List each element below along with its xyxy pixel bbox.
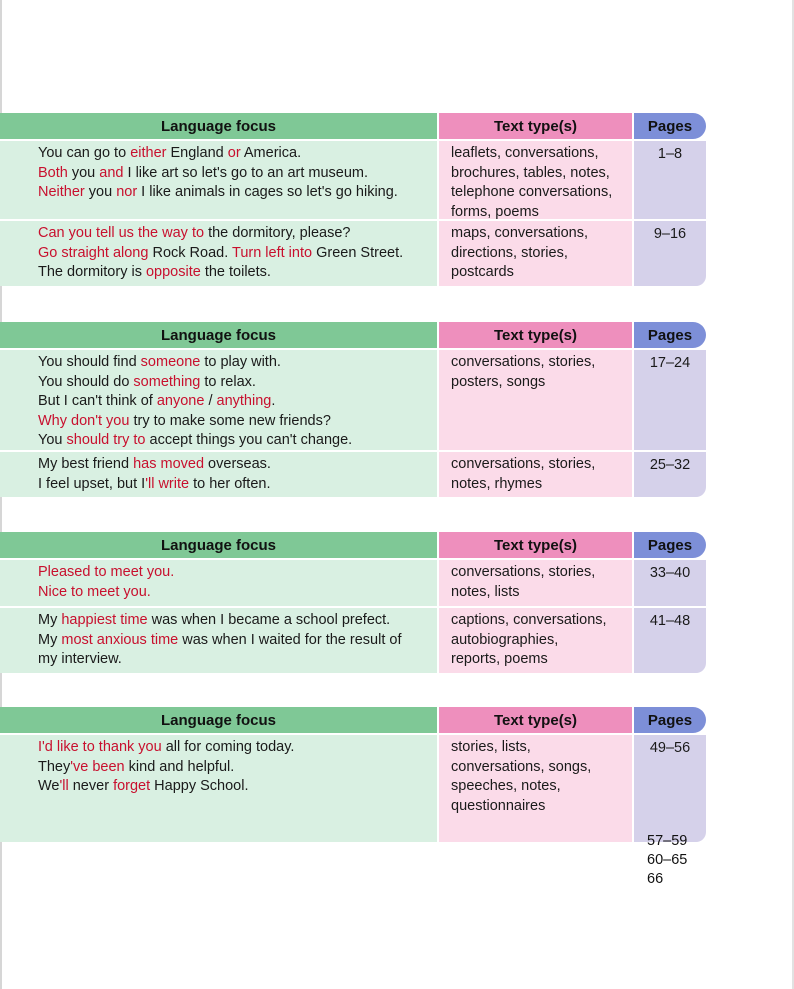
plain-text: America. bbox=[240, 145, 302, 161]
language-focus-line bbox=[38, 353, 437, 373]
plain-text: kind and helpful. bbox=[124, 758, 235, 775]
pages-cell bbox=[634, 608, 706, 673]
text-type-line: brochures, tables, notes, bbox=[451, 164, 610, 181]
text-type-line: directions, stories, bbox=[451, 244, 568, 261]
footer-page-range: 66 bbox=[647, 871, 664, 887]
highlighted-phrase: anything bbox=[216, 393, 272, 409]
language-focus-cell bbox=[0, 735, 437, 842]
language-focus-cell bbox=[0, 221, 437, 286]
text-type-line: conversations, stories, bbox=[451, 354, 596, 370]
pages-header: Pages bbox=[634, 113, 706, 139]
text-types-cell bbox=[439, 350, 632, 450]
text-types-header: Text type(s) bbox=[439, 113, 632, 139]
highlighted-phrase: Nice to meet you. bbox=[38, 583, 151, 600]
plain-text: the dormitory, please? bbox=[204, 225, 351, 241]
text-type-line: reports, poems bbox=[451, 651, 548, 667]
language-focus-line bbox=[38, 758, 437, 778]
text-type-line: leaflets, conversations, bbox=[451, 145, 599, 161]
text-type-line: postcards bbox=[451, 264, 514, 280]
text-type-line: autobiographies, bbox=[451, 631, 559, 648]
contents-table bbox=[0, 532, 706, 673]
highlighted-phrase: 'll bbox=[59, 778, 69, 794]
plain-text: the toilets. bbox=[200, 264, 271, 280]
text-types-header: Text type(s) bbox=[439, 707, 632, 733]
plain-text: never bbox=[68, 778, 114, 794]
text-types-cell bbox=[439, 452, 632, 497]
page-range: 1–8 bbox=[657, 146, 683, 162]
text-type-line: speeches, notes, bbox=[451, 778, 561, 794]
language-focus-line bbox=[38, 373, 437, 393]
language-focus-line bbox=[38, 144, 437, 164]
pages-cell bbox=[634, 350, 706, 450]
highlighted-phrase: or bbox=[227, 145, 241, 161]
text-types-cell bbox=[439, 608, 632, 673]
plain-text: But I can't think of bbox=[38, 393, 157, 409]
text-type-line: conversations, stories, bbox=[451, 456, 596, 472]
highlighted-phrase: I'd like to thank you bbox=[38, 739, 162, 755]
plain-text: try to make some new friends? bbox=[129, 412, 331, 429]
highlighted-phrase: Both bbox=[38, 164, 68, 181]
pages-cell bbox=[634, 452, 706, 497]
plain-text: to her often. bbox=[189, 475, 271, 492]
highlighted-phrase: most anxious time bbox=[61, 631, 179, 648]
pages-cell bbox=[634, 735, 706, 842]
plain-text: I like art so let's go to an art museum. bbox=[123, 164, 369, 181]
highlighted-phrase: Can you tell us the way to bbox=[38, 225, 205, 241]
pages-cell bbox=[634, 560, 706, 606]
page-range: 49–56 bbox=[649, 740, 691, 756]
plain-text: . bbox=[271, 393, 276, 409]
language-focus-line bbox=[38, 475, 437, 495]
highlighted-phrase: should try to bbox=[66, 432, 146, 448]
highlighted-phrase: and bbox=[99, 164, 124, 181]
language-focus-cell bbox=[0, 452, 437, 497]
highlighted-phrase: Go straight along bbox=[38, 244, 149, 261]
text-type-line: captions, conversations, bbox=[451, 612, 607, 628]
language-focus-line bbox=[38, 650, 437, 670]
plain-text: The dormitory is bbox=[38, 264, 146, 280]
language-focus-line bbox=[38, 164, 437, 184]
plain-text: They bbox=[38, 758, 71, 775]
language-focus-cell bbox=[0, 141, 437, 219]
contents-table bbox=[0, 113, 706, 286]
language-focus-header: Language focus bbox=[0, 113, 437, 139]
language-focus-line bbox=[38, 412, 437, 432]
language-focus-line bbox=[38, 455, 437, 475]
page-range: 41–48 bbox=[649, 613, 691, 629]
plain-text: My bbox=[38, 631, 62, 648]
pages-header: Pages bbox=[634, 532, 706, 558]
language-focus-line bbox=[38, 631, 437, 651]
plain-text: You should find bbox=[38, 354, 141, 370]
text-type-line: forms, poems bbox=[451, 203, 539, 220]
plain-text: accept things you can't change. bbox=[145, 432, 353, 448]
plain-text: You bbox=[38, 432, 67, 448]
language-focus-header: Language focus bbox=[0, 532, 437, 558]
page-range: 33–40 bbox=[649, 565, 691, 581]
language-focus-line bbox=[38, 263, 437, 283]
text-types-cell bbox=[439, 221, 632, 286]
highlighted-phrase: someone bbox=[140, 354, 201, 370]
text-types-cell bbox=[439, 560, 632, 606]
pages-header: Pages bbox=[634, 707, 706, 733]
footer-page-range: 57–59 bbox=[647, 833, 688, 849]
language-focus-cell bbox=[0, 560, 437, 606]
plain-text: Rock Road. bbox=[148, 244, 232, 261]
highlighted-phrase: 've been bbox=[70, 758, 125, 775]
highlighted-phrase: has moved bbox=[133, 456, 205, 472]
highlighted-phrase: either bbox=[130, 145, 167, 161]
text-type-line: telephone conversations, bbox=[451, 184, 613, 200]
plain-text: to relax. bbox=[200, 373, 256, 390]
contents-table bbox=[0, 707, 706, 842]
footer-page-range: 60–65 bbox=[647, 852, 688, 868]
page-range: 9–16 bbox=[653, 226, 687, 242]
highlighted-phrase: anyone bbox=[156, 393, 205, 409]
plain-text: my interview. bbox=[38, 651, 122, 667]
language-focus-line bbox=[38, 777, 437, 797]
language-focus-cell bbox=[0, 350, 437, 450]
highlighted-phrase: Neither bbox=[38, 184, 85, 200]
text-type-line: notes, lists bbox=[451, 583, 520, 600]
language-focus-header: Language focus bbox=[0, 707, 437, 733]
language-focus-line bbox=[38, 183, 437, 203]
text-type-line: posters, songs bbox=[451, 373, 546, 390]
text-type-line: stories, lists, bbox=[451, 739, 531, 755]
language-focus-line bbox=[38, 583, 437, 603]
page-range: 25–32 bbox=[649, 457, 691, 473]
plain-text: you bbox=[84, 184, 117, 200]
text-type-line: conversations, songs, bbox=[451, 758, 592, 775]
plain-text: England bbox=[166, 145, 228, 161]
plain-text: I like animals in cages so let's go hiking. bbox=[137, 184, 398, 200]
plain-text: We bbox=[38, 778, 60, 794]
text-types-cell bbox=[439, 141, 632, 219]
highlighted-phrase: Turn left into bbox=[232, 244, 313, 261]
page-range: 17–24 bbox=[649, 355, 691, 371]
plain-text: You can go to bbox=[38, 145, 131, 161]
pages-cell bbox=[634, 141, 706, 219]
language-focus-line bbox=[38, 224, 437, 244]
plain-text: overseas. bbox=[204, 456, 271, 472]
plain-text: you bbox=[67, 164, 100, 181]
language-focus-line bbox=[38, 392, 437, 412]
text-type-line: questionnaires bbox=[451, 797, 546, 814]
plain-text: was when I waited for the result of bbox=[178, 631, 402, 648]
language-focus-cell bbox=[0, 608, 437, 673]
text-type-line: notes, rhymes bbox=[451, 475, 543, 492]
language-focus-line bbox=[38, 611, 437, 631]
footer-page-list bbox=[647, 832, 687, 889]
highlighted-phrase: happiest time bbox=[61, 612, 148, 628]
language-focus-line bbox=[38, 244, 437, 264]
plain-text: My best friend bbox=[38, 456, 134, 472]
plain-text: Green Street. bbox=[312, 244, 404, 261]
pages-cell bbox=[634, 221, 706, 286]
text-types-header: Text type(s) bbox=[439, 322, 632, 348]
pages-header: Pages bbox=[634, 322, 706, 348]
highlighted-phrase: forget bbox=[113, 778, 151, 794]
text-type-line: conversations, stories, bbox=[451, 564, 596, 580]
language-focus-line bbox=[38, 431, 437, 451]
text-type-line: maps, conversations, bbox=[451, 225, 589, 241]
plain-text: to play with. bbox=[200, 354, 281, 370]
text-types-header: Text type(s) bbox=[439, 532, 632, 558]
plain-text: You should do bbox=[38, 373, 134, 390]
text-types-cell bbox=[439, 735, 632, 842]
plain-text: / bbox=[204, 393, 217, 409]
highlighted-phrase: 'll write bbox=[145, 475, 190, 492]
highlighted-phrase: Pleased to meet you. bbox=[38, 564, 175, 580]
highlighted-phrase: nor bbox=[116, 184, 138, 200]
language-focus-line bbox=[38, 738, 437, 758]
contents-table bbox=[0, 322, 706, 497]
highlighted-phrase: something bbox=[133, 373, 201, 390]
plain-text: all for coming today. bbox=[161, 739, 295, 755]
plain-text: My bbox=[38, 612, 62, 628]
language-focus-line bbox=[38, 563, 437, 583]
language-focus-header: Language focus bbox=[0, 322, 437, 348]
plain-text: Happy School. bbox=[150, 778, 249, 794]
plain-text: I feel upset, but I bbox=[38, 475, 146, 492]
highlighted-phrase: opposite bbox=[145, 264, 201, 280]
highlighted-phrase: Why don't you bbox=[38, 412, 130, 429]
plain-text: was when I became a school prefect. bbox=[147, 612, 391, 628]
